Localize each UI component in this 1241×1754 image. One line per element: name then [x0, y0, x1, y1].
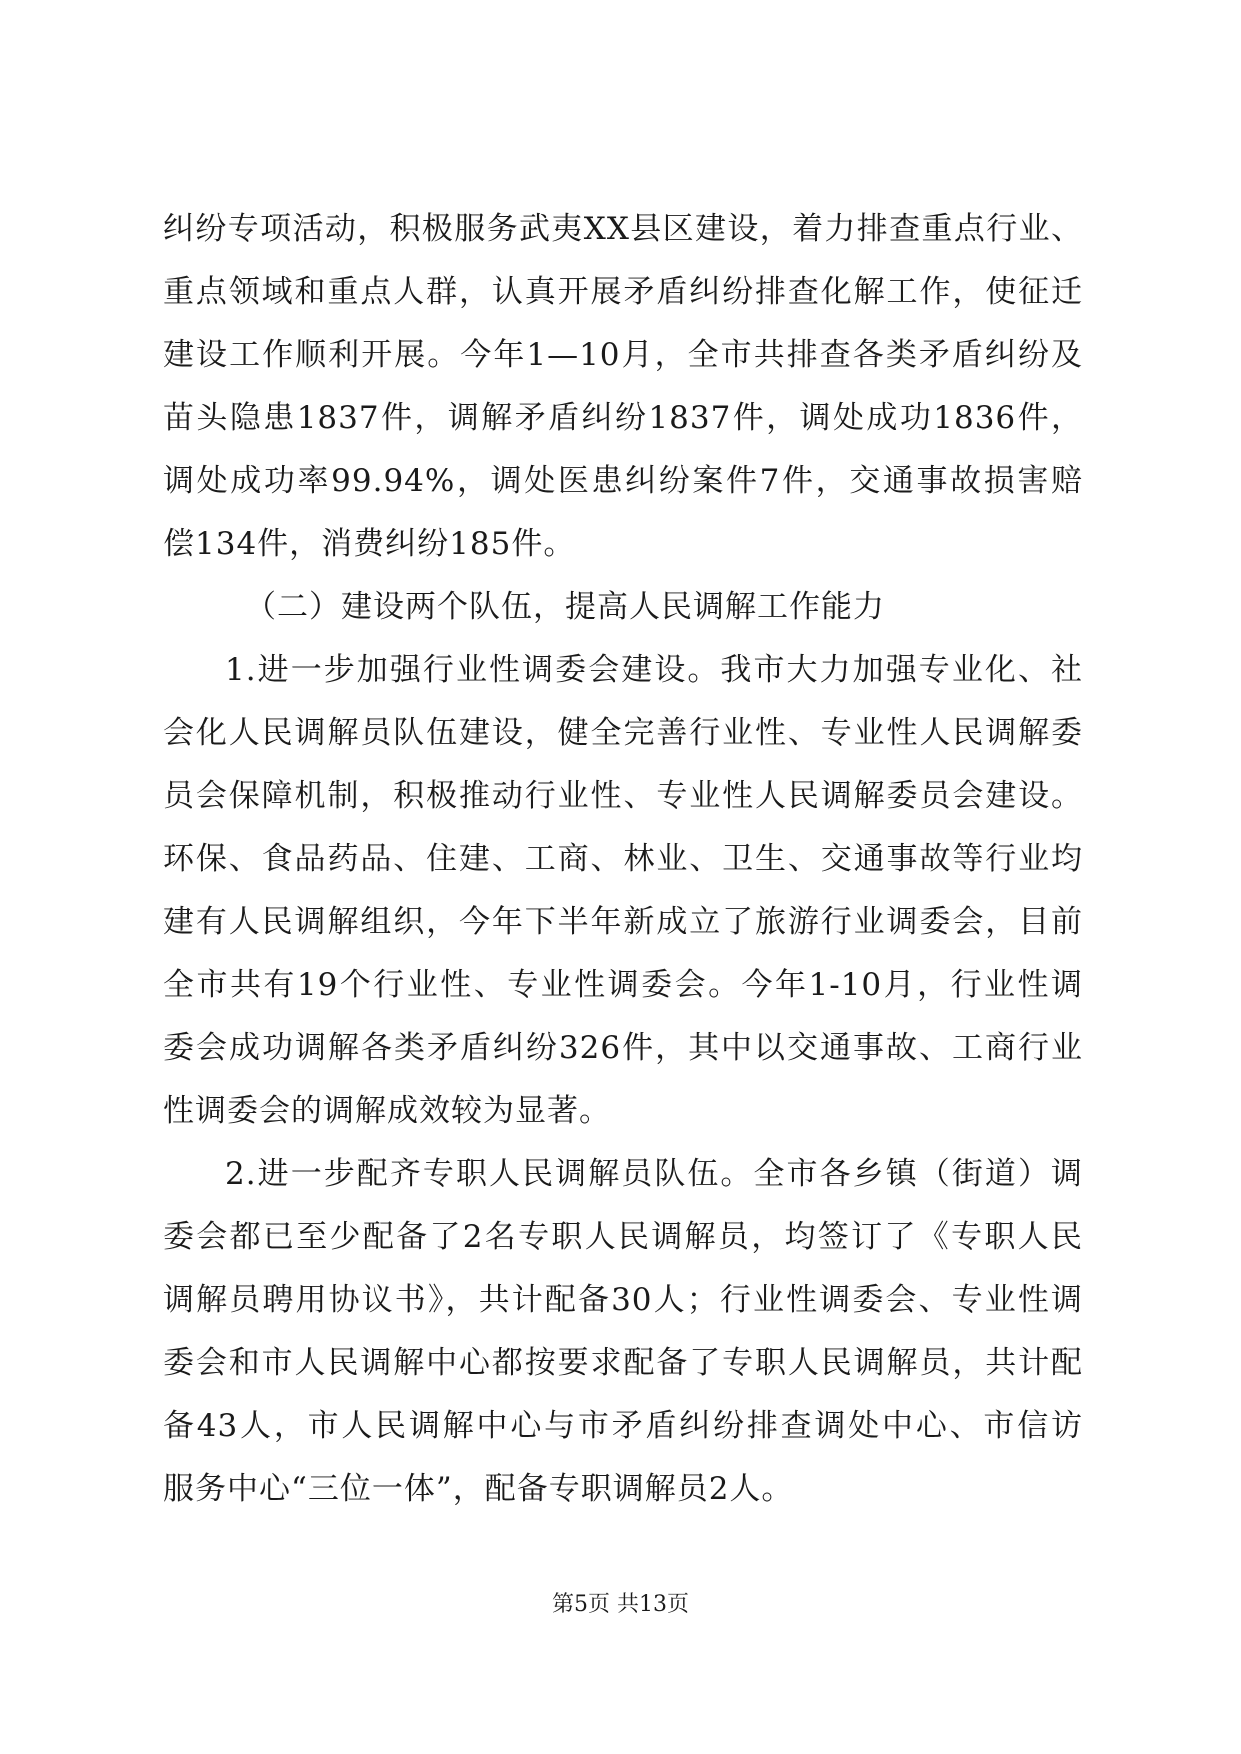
- paragraph-line: 2.进一步配齐专职人民调解员队伍。全市各乡镇（街道）调: [225, 1156, 1083, 1192]
- paragraph-line: 1.进一步加强行业性调委会建设。我市大力加强专业化、社: [225, 652, 1083, 688]
- paragraph-line: 调解员聘用协议书》，共计配备30人；行业性调委会、专业性调: [163, 1282, 1083, 1318]
- paragraph-line: 调处成功率99.94%，调处医患纠纷案件7件，交通事故损害赔: [163, 463, 1083, 499]
- paragraph-line: 委会和市人民调解中心都按要求配备了专职人民调解员，共计配: [163, 1345, 1083, 1381]
- paragraph-line: 服务中心“三位一体”，配备专职调解员2人。: [163, 1471, 794, 1507]
- paragraph-line: 全市共有19个行业性、专业性调委会。今年1-10月，行业性调: [163, 967, 1083, 1003]
- body-text: [163, 198, 1083, 1521]
- paragraph-line: 委会都已至少配备了2名专职人民调解员，均签订了《专职人民: [163, 1219, 1083, 1255]
- paragraph-line: 环保、食品药品、住建、工商、林业、卫生、交通事故等行业均: [163, 841, 1083, 877]
- page-number-footer: 第5页 共13页: [552, 1592, 689, 1617]
- paragraph-line: 偿134件，消费纠纷185件。: [163, 526, 576, 562]
- paragraph-line: 重点领域和重点人群，认真开展矛盾纠纷排查化解工作，使征迁: [163, 274, 1083, 310]
- paragraph-line: 纠纷专项活动，积极服务武夷XX县区建设，着力排查重点行业、: [163, 211, 1083, 247]
- section-heading: （二）建设两个队伍，提高人民调解工作能力: [245, 589, 885, 625]
- paragraph-line: 会化人民调解员队伍建设，健全完善行业性、专业性人民调解委: [163, 715, 1083, 751]
- paragraph-line: 委会成功调解各类矛盾纠纷326件，其中以交通事故、工商行业: [163, 1030, 1083, 1066]
- paragraph-line: 建有人民调解组织，今年下半年新成立了旅游行业调委会，目前: [163, 904, 1083, 940]
- paragraph-line: 备43人，市人民调解中心与市矛盾纠纷排查调处中心、市信访: [163, 1408, 1083, 1444]
- paragraph-line: 员会保障机制，积极推动行业性、专业性人民调解委员会建设。: [163, 778, 1083, 814]
- paragraph-line: 建设工作顺利开展。今年1—10月，全市共排查各类矛盾纠纷及: [163, 337, 1083, 373]
- paragraph-line: 苗头隐患1837件，调解矛盾纠纷1837件，调处成功1836件，: [163, 400, 1083, 436]
- paragraph-line: 性调委会的调解成效较为显著。: [163, 1093, 611, 1129]
